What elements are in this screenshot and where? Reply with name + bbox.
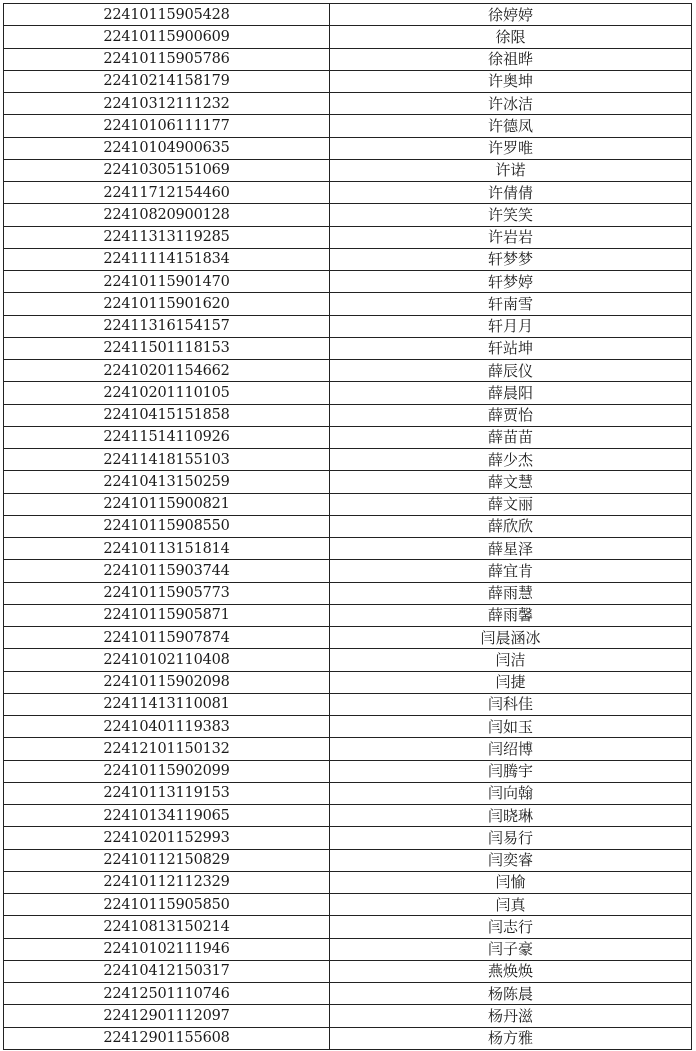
student-name-cell: 闫晓琳 — [330, 805, 692, 827]
table-row — [4, 515, 692, 537]
table-row — [4, 983, 692, 1005]
student-id-cell: 22410115902098 — [4, 671, 330, 693]
student-id-cell: 22410102111946 — [4, 938, 330, 960]
table-row — [4, 182, 692, 204]
student-id-cell: 22410412150317 — [4, 960, 330, 982]
student-name-cell: 许罗唯 — [330, 137, 692, 159]
student-name-cell: 燕焕焕 — [330, 960, 692, 982]
table-row — [4, 204, 692, 226]
student-name-cell: 薛苗苗 — [330, 426, 692, 448]
student-name-cell: 闫如玉 — [330, 716, 692, 738]
student-name-cell: 闫科佳 — [330, 693, 692, 715]
student-name-cell: 薛文慧 — [330, 471, 692, 493]
student-name-cell: 徐祖晔 — [330, 48, 692, 70]
table-row — [4, 960, 692, 982]
student-id-cell: 22410305151069 — [4, 159, 330, 181]
student-id-cell: 22411316154157 — [4, 315, 330, 337]
student-name-cell: 薛辰仪 — [330, 360, 692, 382]
table-row — [4, 337, 692, 359]
student-id-cell: 22410115900609 — [4, 26, 330, 48]
student-name-cell: 许奥坤 — [330, 70, 692, 92]
table-row — [4, 849, 692, 871]
student-name-cell: 闫绍博 — [330, 738, 692, 760]
student-id-cell: 22411413110081 — [4, 693, 330, 715]
student-id-cell: 22411514110926 — [4, 426, 330, 448]
table-row — [4, 4, 692, 26]
table-row — [4, 449, 692, 471]
table-row — [4, 604, 692, 626]
table-row — [4, 627, 692, 649]
student-name-cell: 徐婷婷 — [330, 4, 692, 26]
student-name-cell: 轩梦梦 — [330, 248, 692, 270]
student-id-cell: 22411712154460 — [4, 182, 330, 204]
student-name-cell: 薛贾怡 — [330, 404, 692, 426]
student-name-cell: 徐限 — [330, 26, 692, 48]
table-row — [4, 248, 692, 270]
table-row — [4, 315, 692, 337]
student-id-cell: 22410115905773 — [4, 582, 330, 604]
table-row — [4, 538, 692, 560]
table-row — [4, 48, 692, 70]
student-name-cell: 闫志行 — [330, 916, 692, 938]
student-id-cell: 22410201152993 — [4, 827, 330, 849]
table-row — [4, 26, 692, 48]
student-id-cell: 22410115903744 — [4, 560, 330, 582]
student-name-cell: 薛宜肯 — [330, 560, 692, 582]
student-name-cell: 薛欣欣 — [330, 515, 692, 537]
student-id-cell: 22410102110408 — [4, 649, 330, 671]
student-name-cell: 闫奕睿 — [330, 849, 692, 871]
student-name-cell: 闫易行 — [330, 827, 692, 849]
student-name-cell: 闫捷 — [330, 671, 692, 693]
student-id-cell: 22410820900128 — [4, 204, 330, 226]
student-name-cell: 薛晨阳 — [330, 382, 692, 404]
student-id-cell: 22410113151814 — [4, 538, 330, 560]
table-row — [4, 226, 692, 248]
student-id-cell: 22410115901470 — [4, 271, 330, 293]
student-id-cell: 22410134119065 — [4, 805, 330, 827]
table-row — [4, 938, 692, 960]
table-row — [4, 1005, 692, 1027]
student-name-cell: 杨陈晨 — [330, 983, 692, 1005]
table-row — [4, 871, 692, 893]
table-row — [4, 360, 692, 382]
table-row — [4, 493, 692, 515]
table-row — [4, 582, 692, 604]
table-row — [4, 827, 692, 849]
student-id-cell: 22412101150132 — [4, 738, 330, 760]
table-row — [4, 271, 692, 293]
student-list-table — [3, 3, 692, 1050]
table-row — [4, 782, 692, 804]
student-name-cell: 杨丹滋 — [330, 1005, 692, 1027]
table-row — [4, 716, 692, 738]
table-row — [4, 649, 692, 671]
student-name-cell: 闫洁 — [330, 649, 692, 671]
table-row — [4, 382, 692, 404]
student-id-cell: 22412901112097 — [4, 1005, 330, 1027]
student-id-cell: 22410201154662 — [4, 360, 330, 382]
student-name-cell: 闫子豪 — [330, 938, 692, 960]
student-name-cell: 许岩岩 — [330, 226, 692, 248]
student-id-cell: 22410113119153 — [4, 782, 330, 804]
student-id-cell: 22410112150829 — [4, 849, 330, 871]
table-row — [4, 560, 692, 582]
student-id-cell: 22410201110105 — [4, 382, 330, 404]
student-name-cell: 薛少杰 — [330, 449, 692, 471]
student-id-cell: 22411418155103 — [4, 449, 330, 471]
student-name-cell: 薛雨馨 — [330, 604, 692, 626]
table-row — [4, 93, 692, 115]
table-row — [4, 805, 692, 827]
student-name-cell: 闫向翰 — [330, 782, 692, 804]
student-id-cell: 22410413150259 — [4, 471, 330, 493]
student-name-cell: 薛雨慧 — [330, 582, 692, 604]
student-id-cell: 22412901155608 — [4, 1027, 330, 1049]
student-name-cell: 轩站坤 — [330, 337, 692, 359]
student-name-cell: 闫真 — [330, 894, 692, 916]
student-name-cell: 闫愉 — [330, 871, 692, 893]
student-name-cell: 轩月月 — [330, 315, 692, 337]
student-id-cell: 22410813150214 — [4, 916, 330, 938]
table-row — [4, 70, 692, 92]
table-row — [4, 293, 692, 315]
student-name-cell: 轩南雪 — [330, 293, 692, 315]
table-body — [4, 4, 692, 1050]
table-row — [4, 738, 692, 760]
table-row — [4, 760, 692, 782]
student-id-cell: 22412501110746 — [4, 983, 330, 1005]
student-name-cell: 杨方雅 — [330, 1027, 692, 1049]
student-id-cell: 22410112112329 — [4, 871, 330, 893]
student-name-cell: 闫腾宇 — [330, 760, 692, 782]
student-id-cell: 22410115902099 — [4, 760, 330, 782]
student-id-cell: 22410214158179 — [4, 70, 330, 92]
student-id-cell: 22410415151858 — [4, 404, 330, 426]
student-name-cell: 许倩倩 — [330, 182, 692, 204]
student-id-cell: 22410115905871 — [4, 604, 330, 626]
student-name-cell: 许德凤 — [330, 115, 692, 137]
table-row — [4, 115, 692, 137]
table-row — [4, 159, 692, 181]
table-row — [4, 137, 692, 159]
student-id-cell: 22410115900821 — [4, 493, 330, 515]
student-id-cell: 22410115905428 — [4, 4, 330, 26]
student-id-cell: 22411313119285 — [4, 226, 330, 248]
table-row — [4, 471, 692, 493]
table-row — [4, 1027, 692, 1049]
table-row — [4, 426, 692, 448]
table-row — [4, 693, 692, 715]
student-id-cell: 22411114151834 — [4, 248, 330, 270]
student-id-cell: 22411501118153 — [4, 337, 330, 359]
student-id-cell: 22410106111177 — [4, 115, 330, 137]
student-id-cell: 22410115905850 — [4, 894, 330, 916]
student-id-cell: 22410115901620 — [4, 293, 330, 315]
table-row — [4, 916, 692, 938]
student-name-cell: 许笑笑 — [330, 204, 692, 226]
student-name-cell: 薛星泽 — [330, 538, 692, 560]
table-row — [4, 671, 692, 693]
student-id-cell: 22410104900635 — [4, 137, 330, 159]
table-row — [4, 404, 692, 426]
student-id-cell: 22410312111232 — [4, 93, 330, 115]
student-name-cell: 薛文丽 — [330, 493, 692, 515]
student-id-cell: 22410115907874 — [4, 627, 330, 649]
student-name-cell: 轩梦婷 — [330, 271, 692, 293]
student-name-cell: 许冰洁 — [330, 93, 692, 115]
student-name-cell: 许诺 — [330, 159, 692, 181]
student-id-cell: 22410401119383 — [4, 716, 330, 738]
table-row — [4, 894, 692, 916]
student-id-cell: 22410115905786 — [4, 48, 330, 70]
student-id-cell: 22410115908550 — [4, 515, 330, 537]
student-name-cell: 闫晨涵冰 — [330, 627, 692, 649]
